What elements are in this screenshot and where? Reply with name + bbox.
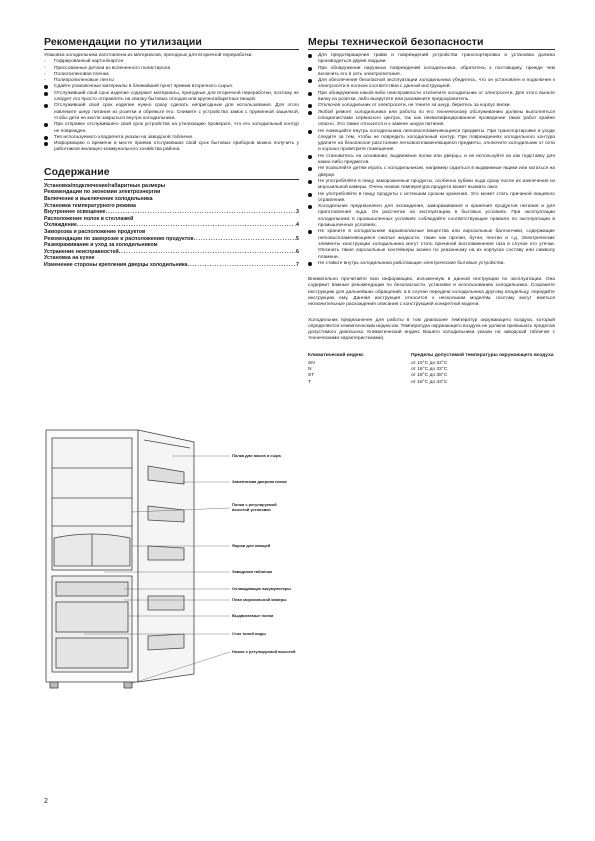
intro-paragraph: Внимательно прочитайте всю информацию, изложенную в данной инструкции по эксплуатации. Она содержит важные рекомендации по безопасности, установке и использованию холодильника. Сохраните инструкцию для дальнейших обращений, а в случае передачи холодильника другому владельцу, передайте инструкцию ему. Данная инструкция относится к нескольким моделям, поэтому могут иметься незначительные расхождения описания с конструкцией конкретной модели. [308,277,555,308]
table-row: SN от 10°C до 32°C [308,360,448,366]
list-item: Отслуживший свой срок изделие содержит материалы, пригодные для вторичной переработки, поэтому не следует его просто отправлять на свалку бытовых отходов или крупногабаритных вещей. [44,91,299,104]
bullet-icon [44,92,48,96]
bullet-icon [308,193,312,197]
climate-table [308,353,555,386]
fridge-illustration [44,426,314,696]
callout-adjustable-shelves: Полки с регулируемой высотой установки [232,502,277,512]
toc-entry: Размораживание и уход за холодильником [44,242,158,249]
callout-door-shelf: Заменяемая дверная полка [232,479,287,484]
list-item: Любой ремонт холодильника или работы по его техническому обслуживанию должны выполняться специалистами сервисного центра, так как неквалифицированное проведение таких работ крайне опасно. Это также относится и к замене шнура питания. [308,110,555,129]
list-item: Не употребляйте в пищу замороженные продукты, особенно кубики льда сразу после их извлечения из морозильной камеры. Очень низкая температура продукта может вызвать ожог. [308,179,555,192]
climate-paragraph: Холодильник предназначен для работы в том диапазоне температур окружающего воздуха, который определяется климатическим индексом. Температура окружающего воздуха не должна превышать пределов допустимого диапазона. Климатический индекс Вашего холодильника указан на заводской табличке с техническими характеристиками). [308,317,555,342]
bullet-icon [308,92,312,96]
callout-freezer-plan: План морозильной камеры [232,597,287,602]
toc-entry: Расположение полок и стеллажей [44,215,134,222]
callout-feet: Ножки с регулируемой высотой [232,649,296,654]
contents-title: Содержание [44,166,299,180]
right-column [308,36,555,386]
list-item: При обнаружении наружных повреждений холодильника, обратитесь к поставщику, прежде чем включить его в сеть электропитания. [308,66,555,79]
column-header-range: Пределы допустимой температуры окружающего воздуха [411,352,554,358]
list-item: Сдайте упаковочные материалы в ближайший пункт приема вторичного сырья. [44,84,299,90]
disposal-title: Рекомендации по утилизации [44,36,299,50]
bullet-icon [308,180,312,184]
toc-entry: Рекомендации по заморозке и расположению продуктов ..... 5 [44,236,299,243]
table-row: ST от 18°C до 38°C [308,373,448,379]
fridge-diagram [44,426,314,696]
list-item: Не помещайте внутрь холодильника легковоспламеняющиеся предметы. При транспортировке и уходе следите за тем, чтобы не повредить холодильный контур. При повреждениях холодильного контура удалите на безопасное расстояние легковоспламеняющиеся предметы, отключите холодильник от сети и хорошо проветрите помещение. [308,129,555,154]
toc-entry: Установка температурного режима [44,202,136,209]
bullet-icon [308,167,312,171]
bullet-icon [308,262,312,266]
list-item: - Прессованные детали из вспененного полистирола [44,65,171,71]
bullet-icon [308,230,312,234]
bullet-icon [308,67,312,71]
toc-entry: Включение и выключение холодильника [44,195,153,202]
callout-crispers: Ящики для овощей [232,543,271,548]
list-item: При обнаружении какой-либо неисправности отключите холодильник от электросети. Для этого выньте вилку из розетки, либо выкрутите или разомкните предохранитель. [308,91,555,104]
callout-butter-shelf: Полка для масла и сыра [232,453,281,458]
bullet-icon [308,79,312,83]
toc-entry: Охлаждение ..... 4 [44,222,299,229]
list-item: Для обеспечения безопасной эксплуатации холодильника убедитесь, что он установлен и подключен к электросети в полном соответствии с данной инструкцией. [308,78,555,91]
toc-entry: Внутреннее освещение ..... 3 [44,209,299,216]
list-item: Не ставьте внутрь холодильника работающие электрические бытовые устройства. [308,261,555,267]
page-number: 2 [44,798,48,805]
list-item: Отслуживший свой срок изделие нужно сразу сделать непригодным для использования. Для этого извлеките шнур питания из розетки и обрежьте его. Снимите с устройства замок с пружинной защелкой, чтобы дети не могли закрыться внутри холодильника. [44,103,299,122]
toc-entry: Установка на кухне [44,255,95,262]
bullet-icon [44,85,48,89]
bullet-icon [308,104,312,108]
toc-entry: Рекомендации по экономии электроэнергии [44,189,161,196]
table-row: T от 18°C до 43°C [308,379,448,385]
list-item: При отправке отслужившего свой срок устройства на утилизацию проверьте, что его холодильный контур не поврежден. [44,122,299,135]
bullet-icon [44,142,48,146]
bullet-icon [308,130,312,134]
bullet-icon [44,104,48,108]
list-item: Информацию о времени и месте приема отслуживших свой срок бытовых приборов можно получить у работников жилищно-коммунального хозяйства района. [44,141,299,154]
table-header [308,353,555,359]
toc-entry: Устранение неисправностей ..... 6 [44,249,299,256]
table-of-contents [44,183,299,269]
safety-title: Меры технической безопасности [308,36,555,50]
list-item: Не употребляйте в пищу продукты с истекшим сроком хранения. Это может стать причиной пищевого отравления. [308,192,555,205]
safety-list [308,53,555,267]
callout-drawers: Выдвигаемые полки [232,613,274,618]
list-item: Отключая холодильник от электросети, не тяните за шнур, беритесь за корпус вилки. [308,103,555,109]
bullet-icon [308,155,312,159]
toc-entry: Заморозка и расположение продуктов [44,228,146,235]
list-item: Не храните в холодильнике взрывоопасные вещества или аэрозольные баллончики, содержащие легковоспламеняющиеся сжатые жидкости, такие как пропан, бутан, пентан и т.д. Электрические элементы конструкции холодильника могут стать причиной воспламенения газа в случае его утечки. Опознать такие аэрозольные контейнеры можно по указанному на их корпусах составу или символу пламени. [308,229,555,260]
list-item: - Гофрированный картон/картон [44,59,124,65]
bullet-icon [44,123,48,127]
bullet-icon [44,136,48,140]
callout-drain: Сток талой воды [232,631,266,636]
disposal-intro: Упаковка холодильника изготовлена из материалов, пригодных для вторичной переработки. [44,53,253,58]
list-item: Тип используемого хладагента указан на заводской табличке. [44,135,299,141]
disposal-list [44,84,299,153]
list-item: - Полипропиленовые ленты [44,78,114,84]
toc-entry: Установка/подключение/габаритные размеры [44,182,166,189]
column-header-index: Климатический индекс [308,352,364,358]
left-column [44,36,299,268]
list-item: Не позволяйте детям играть с холодильником, например садиться в выдвижные ящики или кататься на дверце. [308,166,555,179]
list-item: Не становитесь на основание, выдвижные полки или дверцы, и не используйте их как подставку для каких-либо предметов. [308,154,555,167]
materials-list [44,59,299,84]
list-item: Для предотвращения травм и повреждений устройства транспортировка и установка должна производиться двумя людьми. [308,53,555,66]
callout-ice-packs: Охлаждающие аккумуляторы [232,586,291,591]
toc-entry: Изменение стороны крепления дверцы холодильника ..... 7 [44,262,299,269]
bullet-icon [308,111,312,115]
list-item: Холодильник предназначен для охлаждения, замораживания и хранения продуктов питания и для приготовления льда. Он рассчитан на эксплуатацию в бытовых условиях. При эксплуатации холодильника в промышленных условиях соблюдайте соответствующие правила по эксплуатации в промышленных условиях. [308,204,555,229]
bullet-icon [308,54,312,58]
list-item: - Полиэтиленовая пленка [44,71,109,77]
bullet-icon [308,205,312,209]
table-row: N от 16°C до 32°C [308,367,448,373]
callout-rating-plate: Заводская табличка [232,569,273,574]
